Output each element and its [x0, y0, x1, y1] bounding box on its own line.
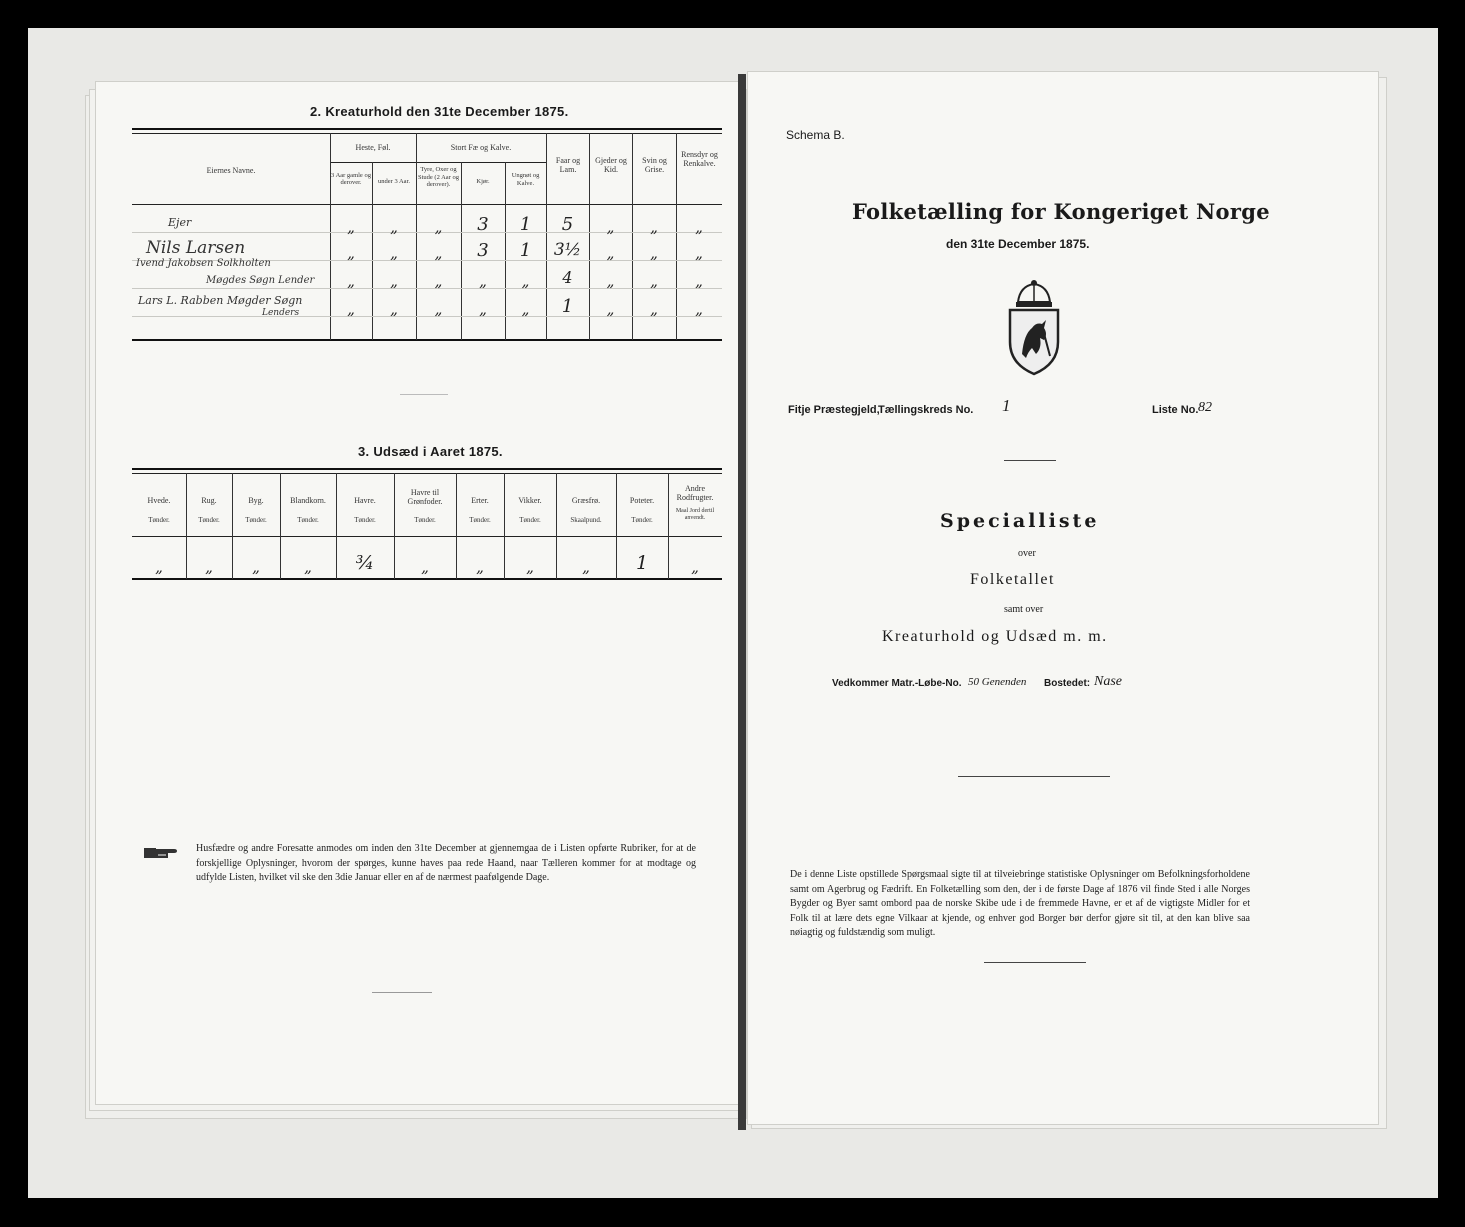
samt-over-label: samt over — [1004, 604, 1044, 615]
table2-subheader-rule — [330, 162, 546, 163]
col-cattle-a-header: Tyre, Oxer og Stude (2 Aar og derover). — [418, 166, 459, 188]
col-cattle-b-header: Kjør. — [476, 178, 490, 185]
divider — [400, 394, 448, 395]
table2-cell: „ — [650, 300, 658, 318]
udsaed-value: „ — [526, 558, 534, 576]
district-label: Tællingskreds No. — [878, 404, 974, 416]
info-paragraph: De i denne Liste opstillede Spørgsmaal sigte til at tilveiebringe statistiske Oplysninger om Befolkningsforholdene samt om Agerbrug og Fædrift. En Folketælling som den, der i de første Dage af 1876 vil finde Sted i alle Norges Bygder og Byer samt ombord paa de norske Skibe ude i de fremmede Havne, er et af de vigtigste Midler for et Folk til at lære dets egne Vilkaar at kjende, og enhver god Borger bør derfor gjøre sit til, at den kan blive saa nøiagtig og fuldstændig som muligt. — [790, 869, 1250, 938]
col-horses-header: Heste, Føl. — [355, 143, 391, 152]
table2-cell: „ — [434, 244, 443, 262]
census-date: den 31te December 1875. — [946, 237, 1090, 251]
udsaed-col-header: Havre til Grønfoder. — [407, 488, 443, 506]
schema-label: Schema B. — [786, 128, 845, 142]
col-cattle-c-header: Ungnøt og Kalve. — [511, 172, 540, 187]
right-page — [748, 72, 1378, 1124]
owner-name: Lenders — [262, 308, 300, 318]
kreaturhold-title: Kreaturhold og Udsæd m. m. — [882, 628, 1108, 645]
table3-header-rule — [132, 536, 722, 537]
table2-top-rule2 — [132, 133, 722, 134]
over-label: over — [1018, 548, 1036, 559]
table2-cell: „ — [695, 300, 703, 318]
owner-name: Lars L. Rabben Møgder Søgn — [138, 294, 303, 307]
table2-cell: 1 — [519, 214, 532, 235]
col-cattle-header: Stort Fæ og Kalve. — [450, 143, 512, 152]
bostedet-label: Bostedet: — [1044, 678, 1091, 689]
table2-cell: „ — [606, 300, 615, 318]
udsaed-col-unit: Tønder. — [297, 516, 319, 524]
divider — [1004, 460, 1056, 461]
notice-text: Husfædre og andre Foresatte anmodes om inden den 31te December at gjennemgaa de i Listen opførte Rubriker, for at de forskjellige Oplysninger, hvorom der spørges, kunne haves paa rede Haand, naar Tælleren kommer for at modtage og udfylde Listen, hvilket vil ske den 3die Januar eller en af de nærmest paafølgende Dage. — [196, 843, 696, 883]
col-reindeer-header: Rensdyr og Renkalve. — [681, 150, 718, 168]
book-gutter — [738, 74, 746, 1130]
table2-cell: „ — [695, 244, 703, 262]
udsaed-col-unit: Tønder. — [469, 516, 491, 524]
table2-cell: „ — [695, 272, 703, 290]
district-value: 1 — [1002, 396, 1011, 415]
udsaed-value: 1 — [635, 552, 649, 574]
udsaed-col-unit: Skaalpund. — [570, 516, 602, 524]
udsaed-value: „ — [582, 558, 590, 576]
table2-cell: „ — [650, 244, 658, 262]
coat-of-arms-icon — [1002, 278, 1066, 378]
col-goats-header: Gjeder og Kid. — [595, 156, 627, 174]
table2-cell: „ — [390, 300, 398, 318]
udsaed-col-header: Poteter. — [629, 496, 655, 505]
list-value: 82 — [1198, 400, 1212, 415]
parish-label: Fitje Præstegjeld, — [788, 404, 880, 416]
udsaed-col-header: Byg. — [248, 496, 264, 505]
section3-title: 3. Udsæd i Aaret 1875. — [358, 444, 503, 459]
section2-title: 2. Kreaturhold den 31te December 1875. — [310, 104, 569, 119]
col-horses-a-header: 3 Aar gamle og derover. — [331, 172, 371, 186]
matr-label: Vedkommer Matr.-Løbe-No. — [832, 678, 962, 689]
table2-cell: „ — [434, 272, 443, 290]
bostedet-value: Nase — [1094, 674, 1122, 689]
table2-cell: „ — [606, 244, 615, 262]
table2-header-rule — [132, 204, 722, 205]
table2-top-rule — [132, 128, 722, 130]
table2-cell: „ — [434, 218, 443, 236]
table2-cell: „ — [390, 218, 398, 236]
udsaed-col-unit: Tønder. — [245, 516, 267, 524]
table2-cell: „ — [347, 272, 355, 290]
table2-cell: „ — [347, 300, 355, 318]
udsaed-col-unit: Tønder. — [198, 516, 220, 524]
udsaed-col-header: Vikker. — [518, 496, 542, 505]
udsaed-col-unit: Tønder. — [148, 516, 170, 524]
table2-cell: „ — [347, 218, 355, 236]
table2-cell: „ — [606, 218, 615, 236]
table2-cell: 1 — [561, 296, 574, 317]
table2-cell: 1 — [519, 240, 532, 261]
table2-cell: „ — [521, 272, 530, 290]
udsaed-col-header: Hvede. — [147, 496, 171, 505]
col-pigs-header: Svin og Grise. — [642, 156, 667, 174]
table2-cell: 3 — [477, 214, 489, 235]
table2-cell: „ — [390, 272, 398, 290]
pointing-hand-icon — [144, 846, 178, 860]
table2-cell: „ — [521, 300, 530, 318]
matr-value: 50 Genenden — [968, 676, 1027, 688]
table2-cell: 5 — [561, 214, 574, 235]
table3-top-rule — [132, 468, 722, 470]
udsaed-value: „ — [421, 558, 429, 576]
table2-bottom-rule — [132, 339, 722, 341]
udsaed-col-unit: Tønder. — [631, 516, 653, 524]
table2-cell: „ — [479, 300, 487, 318]
divider — [984, 962, 1086, 963]
udsaed-value: „ — [691, 558, 699, 576]
owner-name: Nils Larsen — [146, 238, 246, 258]
udsaed-col-header: Andre Rodfrugter. — [676, 484, 714, 502]
table2-cell: „ — [650, 272, 658, 290]
udsaed-col-unit: Tønder. — [354, 516, 376, 524]
table2-cell: „ — [434, 300, 443, 318]
col-horses-b-header: under 3 Aar. — [378, 178, 410, 185]
udsaed-value: „ — [252, 558, 260, 576]
table2-cell: 3½ — [553, 240, 582, 260]
udsaed-value: „ — [155, 558, 163, 576]
specialliste-title: Specialliste — [940, 510, 1100, 532]
col-sheep-header: Faar og Lam. — [555, 156, 581, 174]
udsaed-col-unit: Tønder. — [414, 516, 436, 524]
udsaed-col-header: Rug. — [201, 496, 217, 505]
udsaed-col-header: Erter. — [471, 496, 489, 505]
table2-cell: „ — [347, 244, 355, 262]
table2-cell: „ — [650, 218, 658, 236]
divider — [958, 776, 1110, 777]
udsaed-col-header: Havre. — [354, 496, 376, 505]
udsaed-col-unit: Maal Jord dertil anvendt. — [675, 508, 715, 521]
udsaed-value: „ — [476, 558, 484, 576]
owner-name: Møgdes Søgn Lender — [206, 275, 315, 286]
udsaed-value: ¾ — [355, 552, 375, 574]
owner-name: Ivend Jakobsen Solkholten — [136, 258, 271, 269]
col-owner-header: Eiernes Navne. — [206, 166, 256, 175]
table2-cell: „ — [479, 272, 487, 290]
table3-bottom-rule — [132, 578, 722, 580]
udsaed-value: „ — [304, 558, 312, 576]
udsaed-col-header: Græsfrø. — [571, 496, 601, 505]
table2-cell: „ — [606, 272, 615, 290]
list-label: Liste No. — [1152, 404, 1199, 416]
udsaed-col-unit: Tønder. — [519, 516, 541, 524]
owner-name: Ejer — [168, 216, 192, 229]
table2-cell: „ — [695, 218, 703, 236]
table2-cell: „ — [390, 244, 398, 262]
table2-cell: 3 — [477, 240, 489, 261]
census-title: Folketælling for Kongeriget Norge — [852, 199, 1270, 224]
udsaed-value: „ — [205, 558, 213, 576]
udsaed-col-header: Blandkorn. — [290, 496, 326, 505]
table2-cell: 4 — [562, 268, 573, 287]
divider — [372, 992, 432, 993]
folketallet-title: Folketallet — [970, 571, 1055, 588]
table3-top-rule2 — [132, 473, 722, 474]
